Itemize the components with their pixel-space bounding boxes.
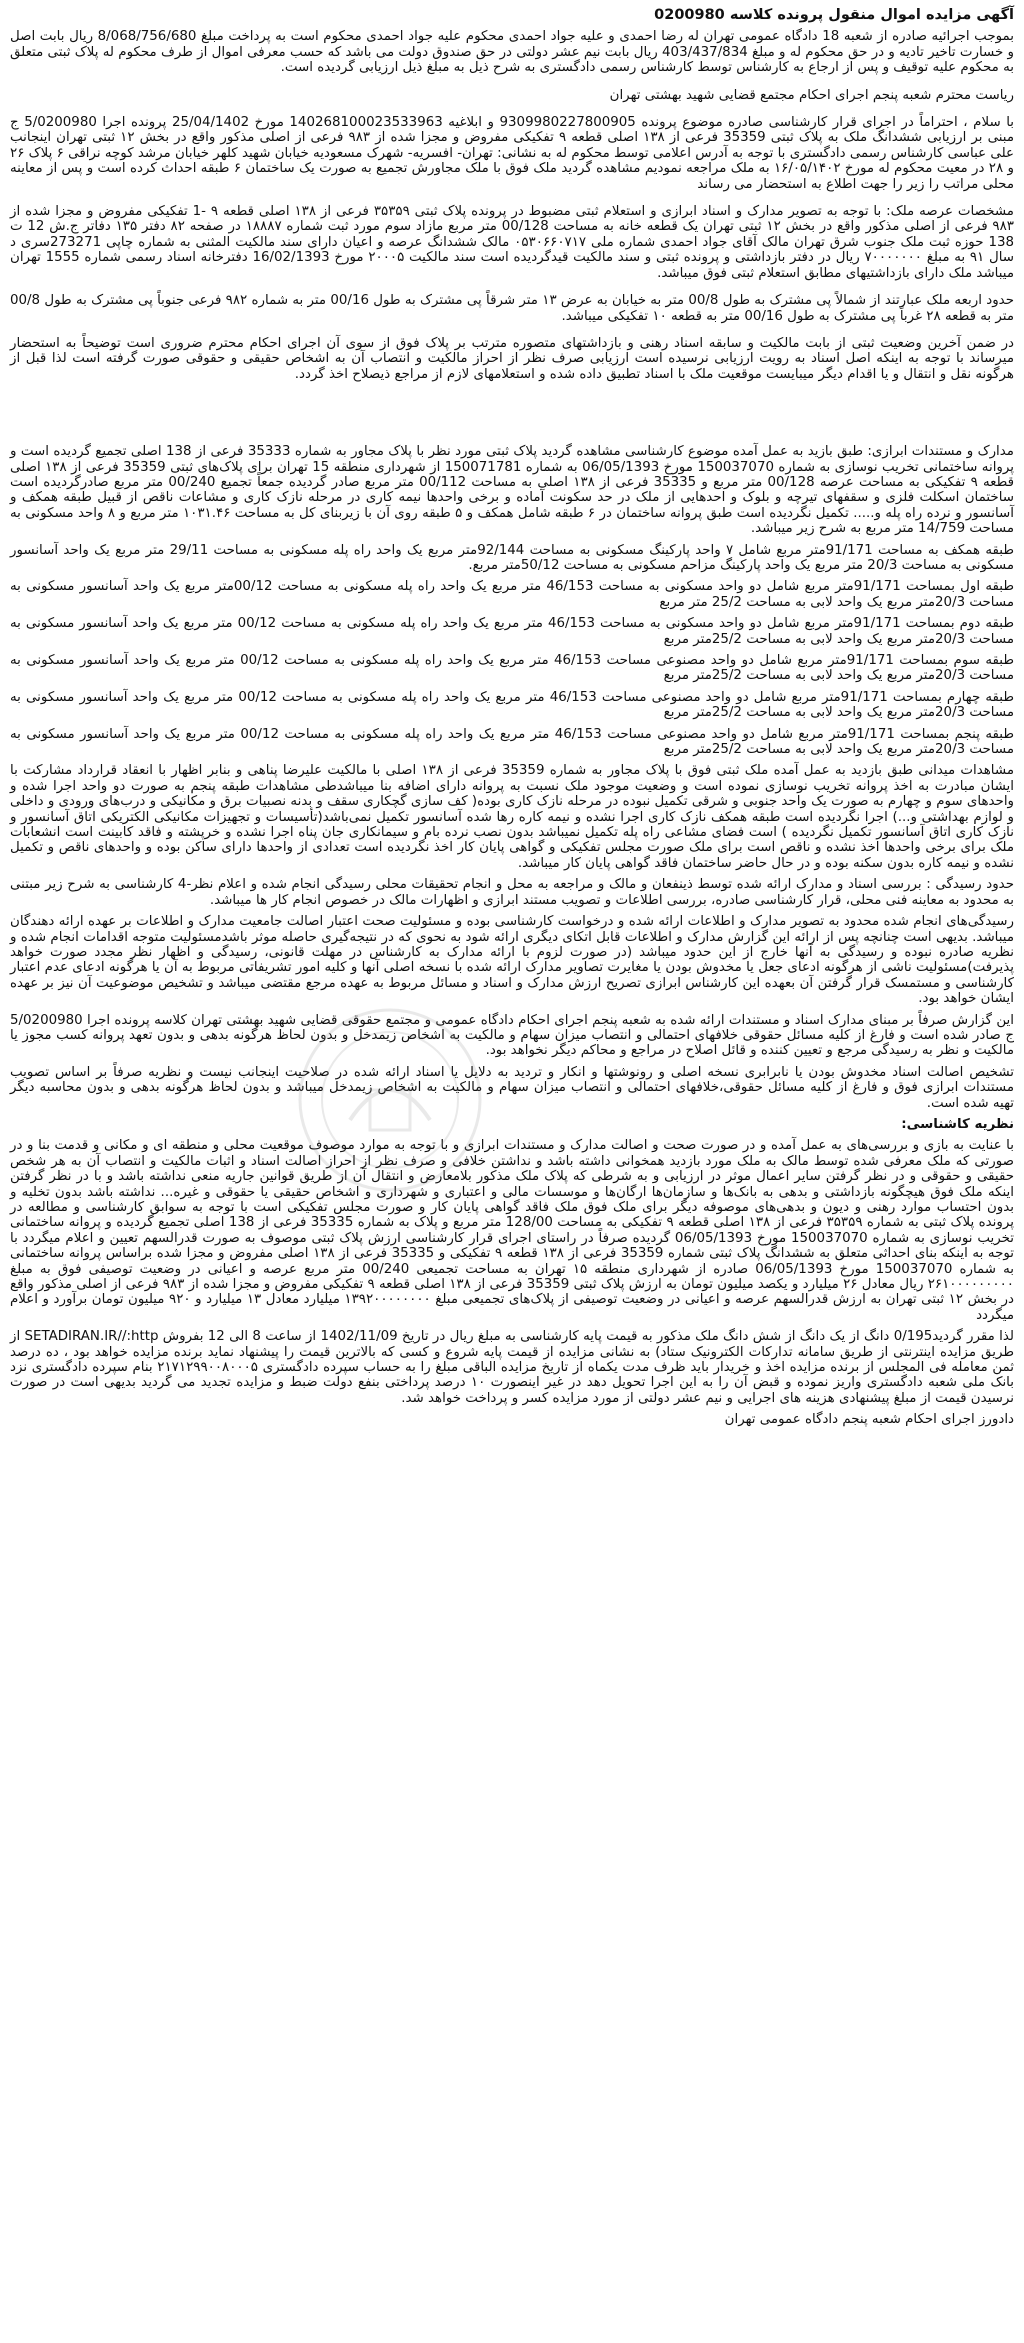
report-basis-paragraph: این گزارش صرفاً بر مبنای مدارک اسناد و مستندات ارائه شده به شعبه پنجم اجرای احکام دادگاه عمومی و مجتمع حقوقی قضایی شهید بهشتی تهران کلاسه پرونده اجرا 5/0200980 ج صادر شده است و فارغ از کلیه مسائل حقوقی خلافهای احتمالی و انتصاب میزان سهام و مالکیت به اشخاص زیمدخل و بدون لحاظ هرگونه بدهی و بدون تعهد پروانه کسب مجوز یا مالکیت و نظر به رسیدگی مرجع و تعیین کننده و قائل اصلاح در مراجع و محاکم دیگر نخواهد بود. xyxy=(10,1012,1014,1059)
notice-title: آگهی مزایده اموال منقول پرونده کلاسه 0200980 xyxy=(654,7,1014,23)
field-observations-paragraph: مشاهدات میدانی طبق بازدید به عمل آمده ملک ثبتی فوق با پلاک مجاور به شماره 35359 فرعی از ۱۳۸ اصلی با مالکیت علیرضا پناهی و بنابر اظهار با انعقاد قرارداد مشارکت با ایشان مبادرت به اخذ پروانه تخریب نوسازی نموده است و وضعیت موجود ملک نسبت به پروانه دارای اضافه بنا میباشدطی مشاهدات طبقه پنجم به صورت دو واحد اجرا شده و واحدهای سوم و چهارم به صورت یک واحد جنوبی و شرقی تکمیل نبوده در مرحله نازک کاری بوده( کف سازی گچکاری سقف و بدنه نصبیات برق و مکانیکی و درب‌های ورودی و داخلی و لوازم بهداشتی و...) اجرا نگردیده است طبقه همکف نازک کاری اجرا نشده و نیمه کاره رها شده آسانسور تکمیل نمی‌باشد(تأسیسات و تجهیزات مکانیکی الکتریکی اتاق آسانسور و نازک کاری اتاق آسانسور تکمیل نگردیده ) است فضای مشاعی راه پله تکمیل نمیباشد بدون نصب نرده بام و سیمانکاری جان پناه اجرا نشده و خرپشته و فاقد کابینت است انشعابات ملک برای برخی واحدها اخذ نشده و ناقص است برای ملک صورت مجلس تفکیکی و گواهی پایان کار اخذ نگردیده است تعدادی از واحدها دارای ساکن بوده و واحدهای ناقص و تکمیل نشده و نیمه کاره بدون سکنه بوده و در حال حاضر ساختمان فاقد گواهی پایان کار میباشد. xyxy=(10,763,1014,871)
floor-3-paragraph: طبقه سوم بمساحت 91/171متر مربع شامل دو واحد مصنوعی مساحت 46/153 متر مربع یک واحد راه پله مسکونی به مساحت 00/12 متر مربع یک واحد آسانسور مسکونی به مساحت 20/3متر مربع یک واحد لابی به مساحت 25/2متر مربع xyxy=(10,653,1014,684)
floor-ground-paragraph: طبقه همکف به مساحت 91/171متر مربع شامل ۷ واحد پارکینگ مسکونی به مساحت 92/144متر مربع یک واحد راه پله مسکونی به مساحت 29/11 متر مربع یک واحد آسانسور مسکونی به مساحت 20/3 متر مربع یک واحد پارکینگ مزاحم مسکونی به مساحت 50/12متر مربع. xyxy=(10,542,1014,573)
floor-4-paragraph: طبقه چهارم بمساحت 91/171متر مربع شامل دو واحد مصنوعی مساحت 46/153 متر مربع یک واحد راه پله مسکونی به مساحت 00/12 متر مربع یک واحد آسانسور مسکونی به مساحت 20/3متر مربع یک واحد لابی به مساحت 25/2متر مربع xyxy=(10,689,1014,721)
liability-paragraph: رسیدگی‌های انجام شده محدود به تصویر مدارک و اطلاعات ارائه شده و درخواست کارشناسی بوده و مسئولیت صحت اعتبار اصالت جامعیت مدارک و اطلاعات بر عهده ارائه دهندگان میباشد. بدیهی است چنانچه پس از ارائه این گزارش مدارک و اطلاعات قابل اتکای دیگری ارائه شود به نحوی که در نتیجه‌گیری حاصله موثر باشدمسئولیت متوجه اقدامات انجام شده و نظریه صادره نبوده و رسیدگی به آنها خارج از این حدود میباشد (در صورت لزوم با ارائه مدارک به کارشناس در مهلت قانونی، رسیدگی و اظهار نظر مجدد صورت خواهد پذیرفت)مسئولیت ناشی از هرگونه ادعای جعل یا مخدوش بودن یا مغایرت تصاویر مدارک ارائه شده با نسخه اصلی آنها و کلیه امور تشریفاتی مربوط به آن یا هرگونه ادعای عدم اعتبار کارشناسی و مستمسک قرار گرفتن آن بعهده این کارشناس ابرازی تصریح ارزش مدارک و اسناد و مسائل مربوط به عهده مرجع مقتضی میباشد و تشخیص موضوعیت آن نیز بر عهده ایشان خواهد بود. xyxy=(10,914,1014,1007)
floor-2-paragraph: طبقه دوم بمساحت 91/171متر مربع شامل دو واحد مسکونی به مساحت 46/153 متر مربع یک واحد راه پله مسکونی به مساحت 00/12 متر مربع یک واحد آسانسور مسکونی به مساحت 20/3متر مربع یک واحد لابی به مساحت 25/2متر مربع xyxy=(10,616,1014,647)
property-specs-paragraph: مشخصات عرصه ملک: با توجه به تصویر مدارک و اسناد ابرازی و استعلام ثبتی مضبوط در پرونده پلاک ثبتی ۳۵۳۵۹ فرعی از ۱۳۸ اصلی قطعه ۹ -1 تفکیکی مفروض و مجزا شده از ۹۸۳ فرعی از اصلی مذکور واقع در بخش ۱۲ ثبتی تهران یک قطعه خانه به مساحت 00/128 متر مربع مازاد سوم مورد ثبت شماره ۱۸۸۸۷ در صفحه ۸۲ دفتر ۱۳۵ دفاتر ج.ش 12 ت 138 حوزه ثبت ملک جنوب شرق تهران مالک آقای جواد احمدی شماره ملی ۰۵۳۰۶۶۰۷۱۷ مالک ششدانگ عرصه و اعیان دارای سند مالکیت المثنی به شماره چاپی 273271سری د سال ۹۱ به مبلغ ۷۰۰۰۰۰۰۰ ریال در دفتر بازداشتی و پرونده ثبتی و سند مالکیت قیدگردیده است سند مالکیت ۲۰۰۰۵ مورخ 16/02/1393 دفترخانه اسناد رسمی شماره 1555 تهران میباشد ملک دارای بازداشتیهای مطابق استعلام ثبتی فوق میباشد. xyxy=(10,204,1015,281)
registration-status-paragraph: در ضمن آخرین وضعیت ثبتی از بابت مالکیت و سابقه اسناد رهنی و بازداشتهای متصوره مترتب بر پلاک فوق از سوی آن اجرای احکام محترم ضروری است توضیحاً به استحضار میرساند با توجه به اینکه اصل اسناد به رویت ارزیابی نرسیده است ارزیابی صرف نظر از احراز مالکیت و انتصاب آن به اشخاص حقیقی و حقوقی صورت گرفته است لذا قبل از هرگونه نقل و انتقال و یا اقدام دیگر میبایست موقعیت ملک با اسناد تطبیق داده شده و استعلامهای لازم از مراجع ذیصلاح اخذ گردد. xyxy=(10,335,1014,382)
auction-terms-paragraph: لذا مقرر گردید0/195 دانگ از یک دانگ از شش دانگ ملک مذکور به قیمت پایه کارشناسی به مبلغ ریال در تاریخ 1402/11/09 از ساعت 8 الی 12 بفروش SETADIRAN.IR//:http از طریق مزایده اینترنتی از طریق سامانه تدارکات الکترونیک ستاد) به نشانی مزایده از قیمت پایه شروع و کسی که بالاترین قیمت را پیشنهاد نماید برنده مزایده خواهد بود ، ده درصد ثمن معامله فی المجلس از برنده مزایده اخذ و خریدار باید ظرف مدت یکماه از تاریخ مزایده الباقی مبلغ را به حساب سپرده دادگستری ۲۱۷۱۲۹۹۰۰۸۰۰۰۵ بنام سپرده دادگستری نزد بانک ملی شعبه دادگستری واریز نموده و قبض آن را به این اجرا تحویل دهد در غیر اینصورت ۱۰ درصد پرداختی بنفع دولت ضبط و مزایده تجدید می گردید بدیهی است در صورت نرسیدن قیمت از مبلغ پیشنهادی هزینه های اجرایی و نیم عشر دولتی از مورد مزایده کسر و پرداخت خواهد شد. xyxy=(10,1329,1014,1406)
scope-paragraph: حدود رسیدگی : بررسی اسناد و مدارک ارائه شده توسط ذینفعان و مالک و مراجعه به محل و انجام تحقیقات محلی رسیدگی انجام شده و اعلام نظر-4 کارشناسی به شرح زیر مبتنی به محدود به معاینه فنی محلی، قرار کارشناسی صادره، بررسی اطلاعات و تصویب مستند ابرازی و اظهارات مالک در خصوص انجام کار ها میباشد. xyxy=(10,877,1014,908)
expert-intro-paragraph: با سلام ، احتراماً در اجرای قرار کارشناسی صادره موضوع پرونده 9309980227800905 و ابلاغیه 140268100023533963 مورخ 25/04/1402 پرونده اجرا 5/0200980 ج مبنی بر ارزیابی ششدانگ ملک به پلاک ثبتی 35359 فرعی از ۱۳۸ اصلی قطعه ۹ تفکیکی مفروض و مجزا شده از ۹۸۳ فرعی از اصلی مذکور واقع در بخش ۱۲ ثبتی تهران اینجانب علی عباسی کارشناس رسمی دادگستری با توجه به آدرس اعلامی توسط محکوم له به نشانی: تهران- افسریه- شهرک مسعودیه خیابان شهید کلهر خیابان مرشد کوچه نراقی ۶ پلاک ۲۶ و ۲۸ در معیت محکوم له مورخ ۱۶/۰۵/۱۴۰۲ به ملک مراجعه نمودیم مشاهده گردید ملک فوق با ملک مجاورش تجمیع به صورت یک ساختمان ۶ طبقه احداث کرده است و پس از معاینه محلی مراتب را زیر را جهت اطلاع به استحضار می رساند xyxy=(10,115,1015,192)
addressee-line: ریاست محترم شعبه پنجم اجرای احکام مجتمع قضایی شهید بهشتی تهران xyxy=(609,87,1014,103)
enforcement-order-paragraph: بموجب اجرائیه صادره از شعبه 18 دادگاه عمومی تهران له رضا احمدی و علیه جواد احمدی محکوم علیه جواد احمدی محکوم است به پرداخت مبلغ 8/068/756/680 ریال بابت اصل و خسارت تاخیر تادیه و در حق محکوم له و مبلغ 403/437/834 ریال بابت نیم عشر دولتی در حق صندوق دولت می باشد که حسب معرفی اموال از طرف محکوم له پلاک ثبتی متعلق به محکوم علیه توقیف و پس از ارجاع به کارشناس توسط کارشناس رسمی دادگستری به شرح ذیل به مبلغ ذیل ارزیابی گردیده است. xyxy=(10,29,1014,76)
expert-opinion-paragraph: با عنایت به بازی و بررسی‌های به عمل آمده و در صورت صحت و اصالت مدارک و مستندات ابرازی و با توجه به موارد موصوف موقعیت محلی و منطقه ای و مکانی و قدمت بنا و در صورتی که ملک معرفی شده توسط مالک به ملک مورد بازدید همخوانی داشته باشد و نداشتن خلافی و صرف نظر از احراز اصالت اسناد و اثبات مالکیت و انتصاب آن به هر شخص حقیقی و حقوقی و در نظر گرفتن سایر اعمال موثر در ارزیابی و به شرطی که پلاک ملک مذکور بلامعارض و انتقال آن از طریق قوانین جاریه منعی نداشته باشد و با در نظر گرفتن اینکه ملک فوق هیچگونه بازداشتی و بدهی به بانک‌ها و سازمان‌ها ارگان‌ها و موسسات مالی و اعتباری و شهرداری و اشخاص حقیقی یا حقوقی و غیره... نداشته باشد بدون تخلیه و بدون احتساب موارد رهنی و دیون و بدهی‌های موصوفه دیگر برای ملک فوق ملک فاقد گواهی پایان کار و صورت مجلس تفکیکی است با توجه به سوابق کارشناسی و مطالعه در پرونده پلاک ثبتی به شماره ۳۵۳۵۹ فرعی از ۱۳۸ اصلی قطعه ۹ تفکیکی به مساحت 128/00 متر مربع و پلاک به شماره 35335 فرعی از 138 اصلی تجمیع گردیده و پروانه ساختمانی تخریب نوسازی به شماره 150037070 مورخ 06/05/1393 گردیده صرفاً در راستای اجرای قرار کارشناسی ارزش پلاک ثبتی موصوف به صورت قدرالسهم تعیین و اعلام میگردد با توجه به اینکه بنای احداثی متعلق به ششدانگ پلاک ثبتی شماره 35359 فرعی از ۱۳۸ قطعه ۹ تفکیکی و 35335 فرعی از ۱۳۸ اصلی مفروض و مجزا شده براساس پروانه ساختمانی به شماره 150037070 مورخ 06/05/1393 صادره از شهرداری منطقه ۱۵ تهران به مساحت تجمیعی 00/240 متر مربع عرصه و اعیانی در وضعیت توصیفی فوق به مبلغ ۲۶۱۰۰۰۰۰۰۰۰۰ ریال معادل ۲۶ میلیارد و یکصد میلیون تومان به ارزش پلاک ثبتی 35359 فرعی از ۱۳۸ اصلی قطعه ۹ تفکیکی مفروض و مجزا شده از ۹۸۳ فرعی از اصلی مذکور واقع در بخش ۱۲ ثبتی تهران به ارزش قدرالسهم عرصه و اعیانی در وضعیت توصیفی از پلاک‌های تجمیعی مبلغ ۱۳۹۲۰۰۰۰۰۰۰۰ میلیارد معادل ۱۳ میلیارد و ۹۲۰ میلیون تومان برآورد و اعلام میگردد xyxy=(10,1138,1015,1323)
authenticity-paragraph: تشخیص اصالت اسناد مخدوش بودن یا نابرابری نسخه اصلی و رونوشتها و انکار و تردید به دلایل یا اسناد ارائه شده در صلاحیت اینجانب نیست و نظریه صرفاً بر اساس تصویب مستندات ابرازی فوق و فارغ از کلیه مسائل حقوقی،خلافهای احتمالی و انتصاب میزان سهام و مالکیت به اشخاص زیمدخل میباشد و بدون لحاظ هرگونه بدهی و بدون محاسبه دیگر تهیه شده است. xyxy=(10,1064,1014,1111)
signature-line: دادورز اجرای احکام شعبه پنجم دادگاه عمومی تهران xyxy=(724,1412,1014,1428)
boundaries-paragraph: حدود اربعه ملک عبارتند از شمالاً پی مشترک به طول 00/8 متر به خیابان به عرض ۱۳ متر شرقاً پی مشترک به طول 00/16 متر به شماره ۹۸۲ فرعی جنوباً پی مشترک به طول 00/8 متر به قطعه ۲۸ غرباً پی مشترک به طول 00/16 متر به قطعه ۱۰ تفکیکی میباشد. xyxy=(10,293,1014,324)
floor-5-paragraph: طبقه پنجم بمساحت 91/171متر مربع شامل دو واحد مصنوعی مساحت 46/153 متر مربع یک واحد راه پله مسکونی به مساحت 00/12 متر مربع یک واحد آسانسور مسکونی به مساحت 20/3متر مربع یک واحد لابی به مساحت 25/2متر مربع xyxy=(10,726,1014,758)
expert-opinion-heading: نظریه کاشناسی: xyxy=(901,1116,1014,1132)
floor-1-paragraph: طبقه اول بمساحت 91/171متر مربع شامل دو واحد مسکونی به مساحت 46/153 متر مربع یک واحد راه پله مسکونی به مساحت 00/12متر مربع یک واحد آسانسور مسکونی به مساحت 20/3متر مربع یک واحد لابی به مساحت 25/2 متر مربع xyxy=(10,579,1014,610)
documents-paragraph: مدارک و مستندات ابرازی: طبق بازید به عمل آمده موضوع کارشناسی مشاهده گردید پلاک ثبتی مورد نظر با پلاک مجاور به شماره 35333 فرعی از 138 اصلی تجمیع گردیده است و پروانه ساختمانی تخریب نوسازی به شماره 150037070 مورخ 06/05/1393 به شماره 150071781 از شهرداری منطقه 15 تهران برای پلاک‌های ثبتی 35359 فرعی از ۱۳۸ اصلی قطعه ۹ تفکیکی به مساحت عرصه 00/128 متر مربع و 35335 فرعی از ۱۳۸ اصلی به مساحت 00/112 متر مربع صادر گردیده جمعاً تجمیع 00/240 متر مربع صادرگردیده است ساختمان اسکلت فلزی و سقفهای تیرچه و بلوک و احدهایی از ملک در حد سکونت آماده و برخی واحدها نیمه کاری در مرحله نازک کاری و مشاعات ناقص از قبیل طبقه همکف و آسانسور و نرده راه پله و..... تکمیل نگردیده است طبق پروانه ساختمان در ۶ طبقه شامل همکف و ۵ طبقه روی آن با زیربنای کل به مساحت ۱۰۳۱.۴۶ متر مربع و ۸ واحد مسکونی به مساحت 14/759 متر مربع به شرح زیر میباشد. xyxy=(10,444,1015,537)
